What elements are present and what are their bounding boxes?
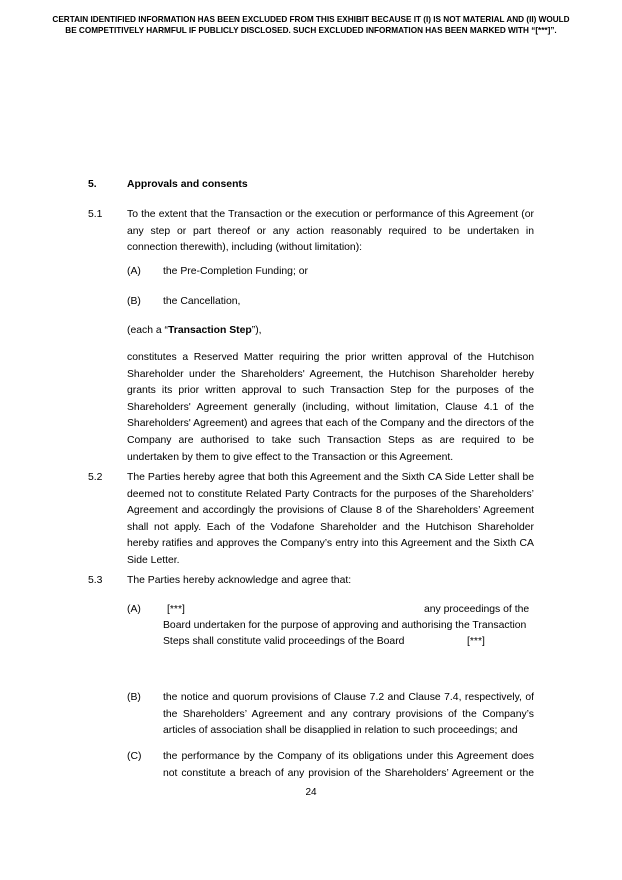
section-title: Approvals and consents — [127, 179, 248, 190]
clause-5-3-item-a-label: (A) — [127, 604, 141, 615]
redaction-marker: [***] — [467, 636, 485, 647]
clause-5-3-item-a-line-1: any proceedings of the — [424, 604, 530, 615]
clause-5-1-body: constitutes a Reserved Matter requiring the prior written approval of the Hutchison Shareholder under the Shareholders' Agreement, the Hutchison Shareholder hereby grants its prior written approval to such Transaction Step for the purposes of the Shareholders' Agreement generally (including, without limitation, Clause 4.1 of the Shareholders' Agreement) and agrees that each of the Company and the directors of the Company are authorised to take such Transaction Steps as are required to be undertaken by them to give effect to the Transaction or this Agreement. — [127, 352, 534, 463]
clause-5-2-text: The Parties hereby agree that both this Agreement and the Sixth CA Side Letter shall be deemed not to constitute Related Party Contracts for the purposes of the Shareholders’ Agreement and accordingly the provisions of Clause 8 of the Shareholders’ Agreement shall not apply. Each of the Vodafone Shareholder and the Hutchison Shareholder hereby ratifies and approves the Company’s entry into this Agreement and the Sixth CA Side Letter. — [127, 472, 534, 566]
section-number: 5. — [88, 179, 97, 190]
redaction-marker: [***] — [167, 604, 185, 615]
clause-5-3-item-b-text: the notice and quorum provisions of Clause 7.2 and Clause 7.4, respectively, of the Shareholders’ Agreement and any contrary provisions of the Company’s articles of association shall be disapplied in relation to such proceedings; and — [163, 692, 534, 737]
redaction-notice — [40, 14, 582, 36]
clause-5-3-intro: The Parties hereby acknowledge and agree that: — [127, 575, 352, 586]
clause-5-1-number: 5.1 — [88, 209, 103, 220]
defined-term: Transaction Step — [168, 325, 252, 336]
clause-5-3-item-a-line-2: Board undertaken for the purpose of approving and authorising the Transaction — [163, 620, 527, 631]
clause-5-2-number: 5.2 — [88, 472, 103, 483]
clause-5-1-intro: To the extent that the Transaction or the execution or performance of this Agreement (or any step or part thereof or any action reasonably required to be undertaken in connection therewith), including (without limitation): — [127, 209, 534, 254]
clause-5-1-item-b-label: (B) — [127, 296, 141, 307]
clause-5-1-item-b-text: the Cancellation, — [163, 296, 241, 307]
clause-5-1-item-a-label: (A) — [127, 266, 141, 277]
clause-5-1-item-a-text: the Pre-Completion Funding; or — [163, 266, 308, 277]
clause-5-3-item-c-text: the performance by the Company of its obligations under this Agreement does not constitute a breach of any provision of the Shareholders’ Agreement or the — [163, 751, 534, 779]
defined-term-suffix: ”), — [251, 325, 262, 336]
clause-5-3-item-c-label: (C) — [127, 751, 142, 762]
redaction-notice-line-2: BE COMPETITIVELY HARMFUL IF PUBLICLY DISCLOSED. SUCH EXCLUDED INFORMATION HAS BEEN MARKED WITH “[***]”. — [65, 26, 557, 35]
clause-5-3-item-a-line-3: Steps shall constitute valid proceedings of the Board — [163, 636, 405, 647]
clause-5-3-item-b-label: (B) — [127, 692, 141, 703]
defined-term-prefix: (each a “ — [127, 325, 169, 336]
clause-5-3-number: 5.3 — [88, 575, 103, 586]
defined-term-line — [127, 323, 262, 340]
redaction-notice-line-1: CERTAIN IDENTIFIED INFORMATION HAS BEEN EXCLUDED FROM THIS EXHIBIT BECAUSE IT (I) IS NOT MATERIAL AND (II) WOULD — [52, 15, 570, 24]
page-number: 24 — [305, 787, 317, 798]
